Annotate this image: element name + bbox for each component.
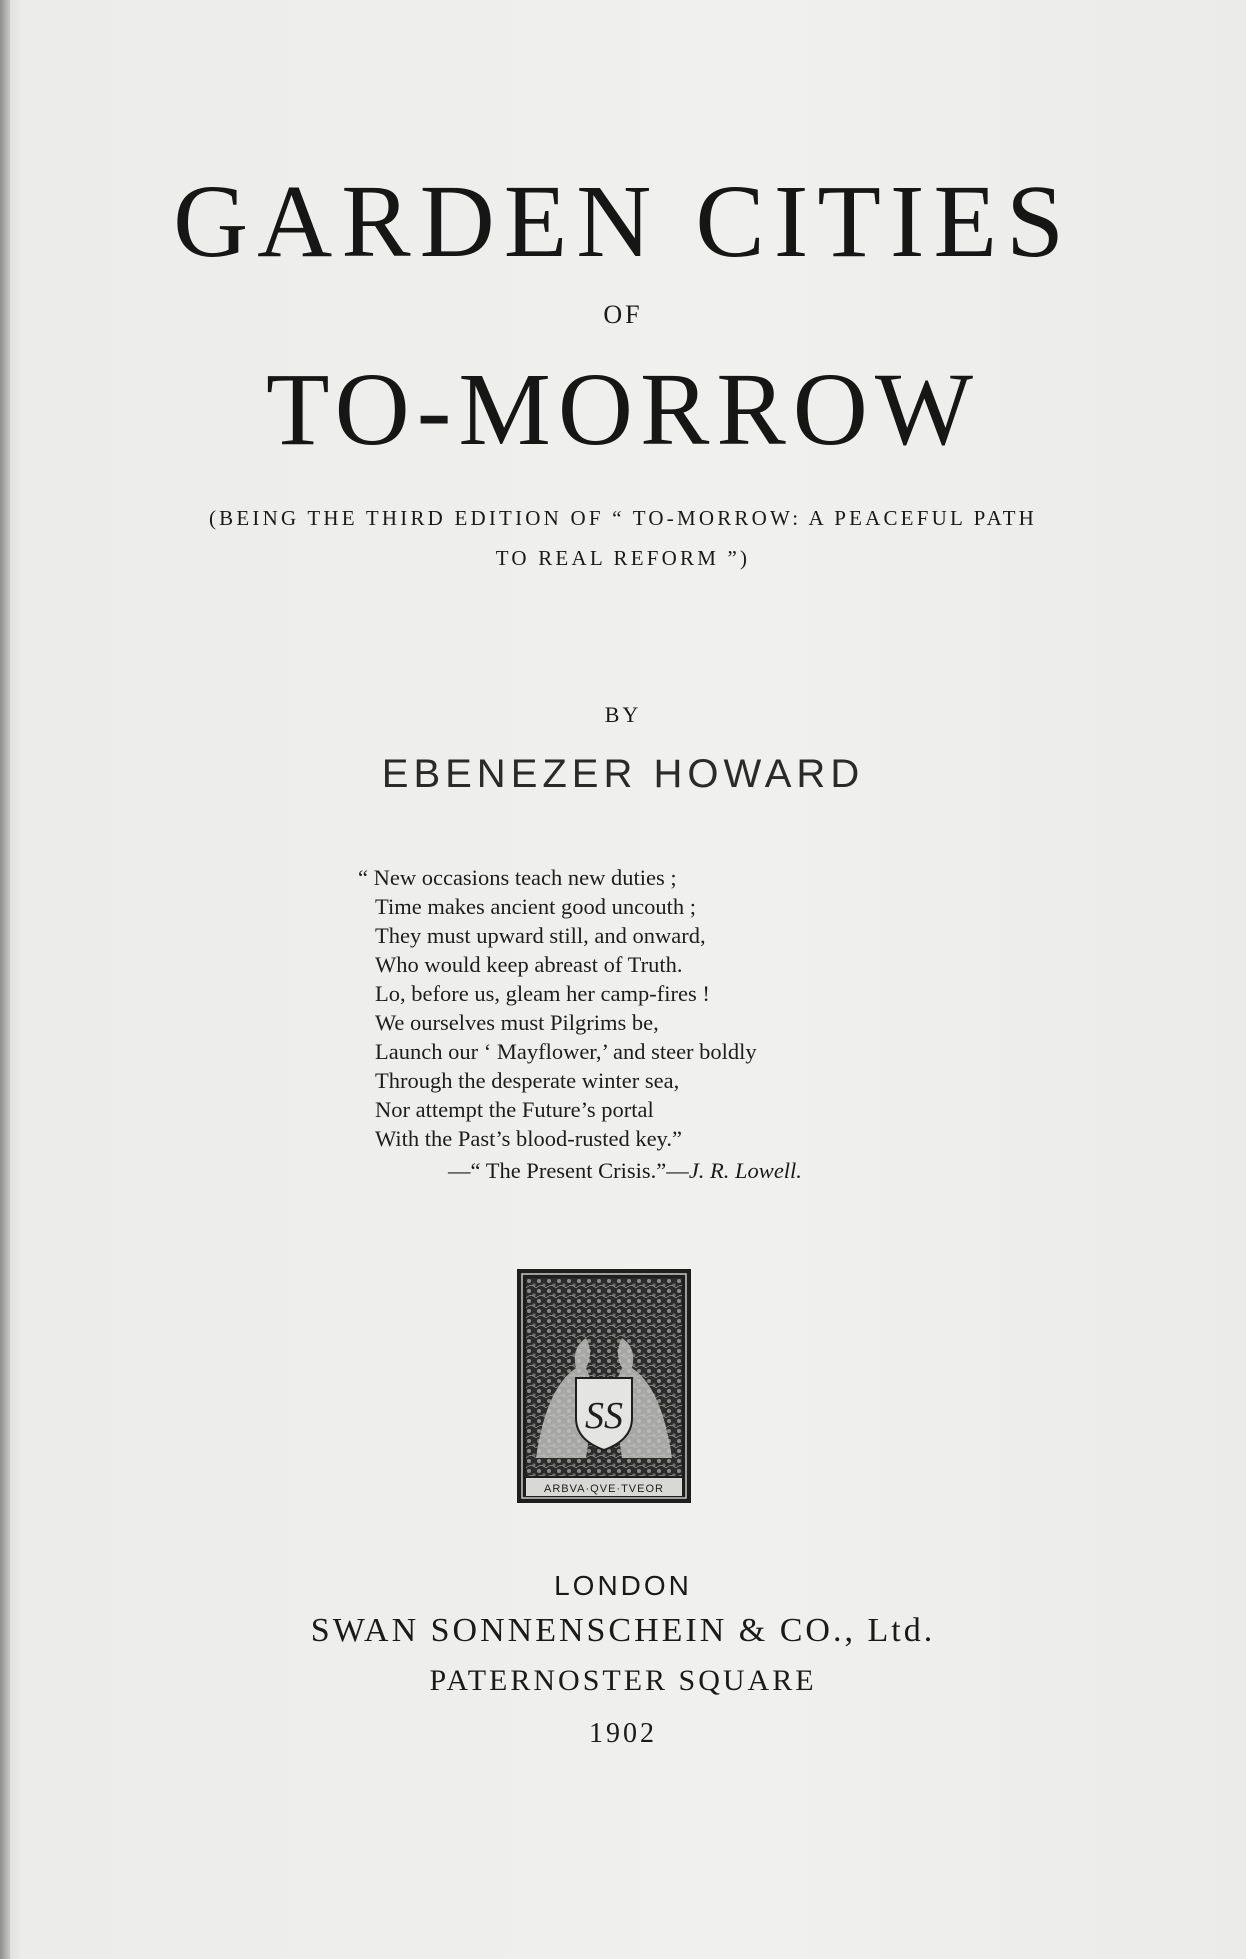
attribution-author: J. R. Lowell. xyxy=(688,1158,802,1183)
poem-line: We ourselves must Pilgrims be, xyxy=(375,1010,659,1035)
epigraph-poem xyxy=(358,863,757,1153)
attribution-source: —“ The Present Crisis.”— xyxy=(448,1158,689,1183)
imprint-year: 1902 xyxy=(589,1718,657,1749)
epigraph-attribution xyxy=(448,1158,802,1184)
poem-line: Through the desperate winter sea, xyxy=(375,1068,680,1093)
poem-line: Launch our ‘ Mayflower,’ and steer boldly xyxy=(375,1039,757,1064)
poem-line: With the Past’s blood-rusted key.” xyxy=(375,1126,682,1151)
poem-line: They must upward still, and onward, xyxy=(375,923,706,948)
poem-line: Time makes ancient good uncouth ; xyxy=(375,894,696,919)
edition-note-line-2: TO REAL REFORM ”) xyxy=(495,546,751,570)
book-title-line-3: TO-MORROW xyxy=(266,352,980,467)
device-monogram: SS xyxy=(585,1395,623,1437)
poem-line: Nor attempt the Future’s portal xyxy=(375,1097,654,1122)
edition-note xyxy=(0,498,1246,578)
imprint-city: LONDON xyxy=(554,1570,692,1601)
publisher-device-icon xyxy=(516,1268,692,1504)
poem-line: Lo, before us, gleam her camp-fires ! xyxy=(375,981,710,1006)
poem-line: “ New occasions teach new duties ; xyxy=(358,865,677,890)
book-title-line-2: OF xyxy=(603,300,643,329)
imprint-publisher: SWAN SONNENSCHEIN & CO., Ltd. xyxy=(310,1612,936,1649)
author-name: EBENEZER HOWARD xyxy=(381,752,865,796)
edition-note-line-1: (BEING THE THIRD EDITION OF “ TO-MORROW: A PEACEFUL PATH xyxy=(208,506,1038,530)
book-title-line-1: GARDEN CITIES xyxy=(173,164,1073,279)
poem-line: Who would keep abreast of Truth. xyxy=(375,952,683,977)
imprint-street: PATERNOSTER SQUARE xyxy=(429,1664,817,1697)
device-motto: ARBVA·QVE·TVEOR xyxy=(544,1483,664,1495)
by-label: BY xyxy=(604,702,642,727)
